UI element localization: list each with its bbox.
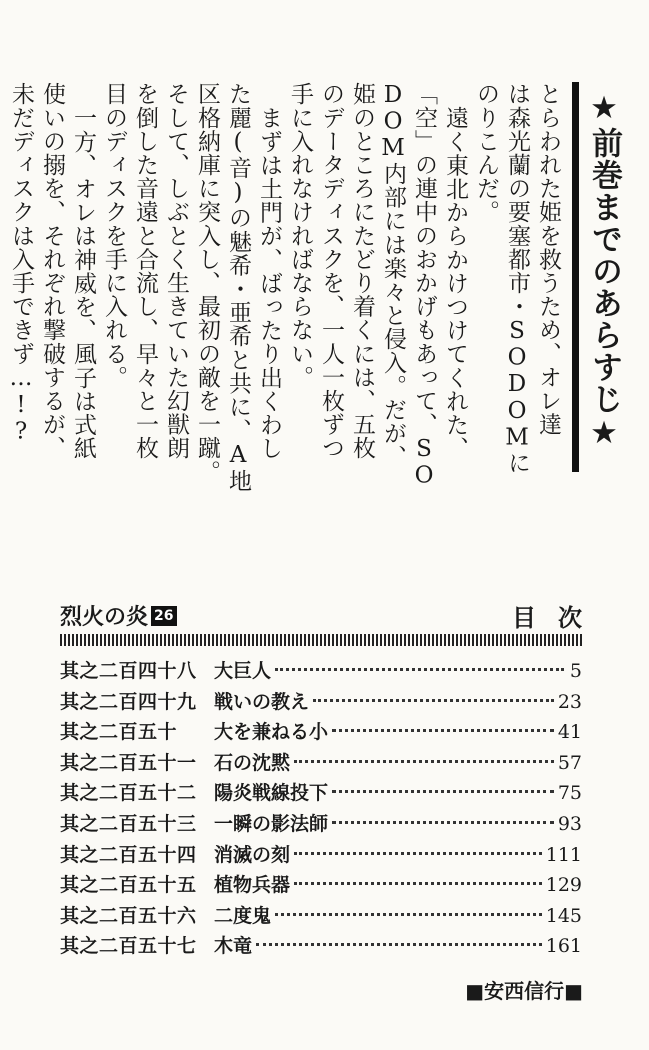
chapter-number: 其之二百五十一 <box>60 751 197 774</box>
leader-dots <box>313 699 554 702</box>
synopsis-line: 区格納庫に突入し、最初の敵を一蹴。 <box>194 82 220 484</box>
synopsis-line: 「空」の連中のおかげもあって、SO <box>411 82 437 490</box>
page-number: 57 <box>557 751 582 774</box>
synopsis-line: 姫のところにたどり着くには、五枚 <box>349 82 375 460</box>
chapter-title: 大を兼ねる小 <box>214 721 329 744</box>
chapter-number: 其之二百五十三 <box>60 812 197 835</box>
page-number: 145 <box>545 904 582 927</box>
chapter-number: 其之二百五十六 <box>60 904 197 927</box>
synopsis-line: そして、しぶとく生きていた幻獣朗 <box>163 82 189 460</box>
chapter-number: 其之二百五十 <box>60 721 178 744</box>
toc-entry <box>60 809 582 840</box>
chapter-number: 其之二百四十八 <box>60 660 197 682</box>
toc-entry <box>60 687 582 718</box>
volume-badge: 26 <box>151 606 176 626</box>
toc-header <box>60 598 604 633</box>
toc-entry <box>60 870 582 901</box>
leader-dots <box>294 882 542 885</box>
synopsis-body <box>4 82 562 492</box>
series-name: 烈火の炎 <box>60 605 149 630</box>
leader-dots <box>332 790 554 793</box>
synopsis-title: ★前巻までのあらすじ★ <box>586 90 622 452</box>
toc-entry <box>60 656 582 687</box>
page-number: 5 <box>569 660 582 682</box>
chapter-title: 大巨人 <box>214 660 272 682</box>
page-number: 93 <box>557 812 582 835</box>
chapter-title: 木竜 <box>214 935 253 958</box>
synopsis-line: とらわれた姫を救うため、オレ達 <box>535 82 561 436</box>
toc-entry <box>60 778 582 809</box>
synopsis-line: 一方、オレは神威を、風子は式紙 <box>70 106 96 460</box>
toc-entry <box>60 931 582 962</box>
chapter-title: 一瞬の影法師 <box>214 812 329 835</box>
toc-entry <box>60 748 582 779</box>
page-number: 23 <box>557 690 582 713</box>
leader-dots <box>275 668 564 671</box>
chapter-title: 戦いの教え <box>214 690 310 713</box>
chapter-title: 石の沈黙 <box>214 751 291 774</box>
synopsis-line: は森光蘭の要塞都市・SODOMに <box>504 82 530 475</box>
decorative-rule <box>60 634 582 646</box>
synopsis-line: 手に入れなければならない。 <box>287 82 313 389</box>
synopsis-rule <box>572 82 579 472</box>
synopsis-line: のデータディスクを、一人一枚ずつ <box>318 82 344 460</box>
chapter-number: 其之二百四十九 <box>60 690 197 713</box>
synopsis-line: 未だディスクは入手できず…!? <box>8 82 34 445</box>
leader-dots <box>294 852 542 855</box>
synopsis-line: 遠く東北からかけつけてくれた、 <box>442 106 468 460</box>
toc-entry <box>60 717 582 748</box>
leader-dots <box>294 760 554 763</box>
toc-list <box>60 656 582 962</box>
leader-dots <box>332 821 554 824</box>
chapter-number: 其之二百五十七 <box>60 935 197 958</box>
synopsis-line: まずは土門が、ばったり出くわし <box>256 106 282 460</box>
leader-dots <box>332 729 554 732</box>
chapter-number: 其之二百五十二 <box>60 782 197 805</box>
toc-entry <box>60 840 582 871</box>
leader-dots <box>256 943 542 946</box>
synopsis-line: 使いの搦を、それぞれ撃破するが、 <box>39 82 65 460</box>
leader-dots <box>275 913 542 916</box>
page-number: 161 <box>545 935 582 958</box>
chapter-number: 其之二百五十四 <box>60 843 197 866</box>
page-number: 111 <box>545 843 582 866</box>
chapter-title: 消滅の刻 <box>214 843 291 866</box>
chapter-title: 陽炎戦線投下 <box>214 782 329 805</box>
chapter-number: 其之二百五十五 <box>60 874 197 897</box>
synopsis-line: DOM内部には楽々と侵入。だが、 <box>380 82 406 469</box>
synopsis-line: 目のディスクを手に入れる。 <box>101 82 127 389</box>
toc-title: 目次 <box>512 604 604 632</box>
synopsis-line: た麗(音)の魅希・亜希と共に、A地 <box>225 82 251 493</box>
toc-entry <box>60 901 582 932</box>
page-number: 129 <box>545 874 582 897</box>
page-number: 41 <box>557 721 582 744</box>
synopsis-section <box>4 82 622 493</box>
synopsis-line: を倒した音遠と合流し、早々と一枚 <box>132 82 158 460</box>
synopsis-line: のりこんだ。 <box>473 82 499 224</box>
page-number: 75 <box>557 782 582 805</box>
author-credit: ■安西信行■ <box>465 979 583 1003</box>
series-title <box>60 600 177 631</box>
chapter-title: 植物兵器 <box>214 874 291 897</box>
chapter-title: 二度鬼 <box>214 904 272 927</box>
